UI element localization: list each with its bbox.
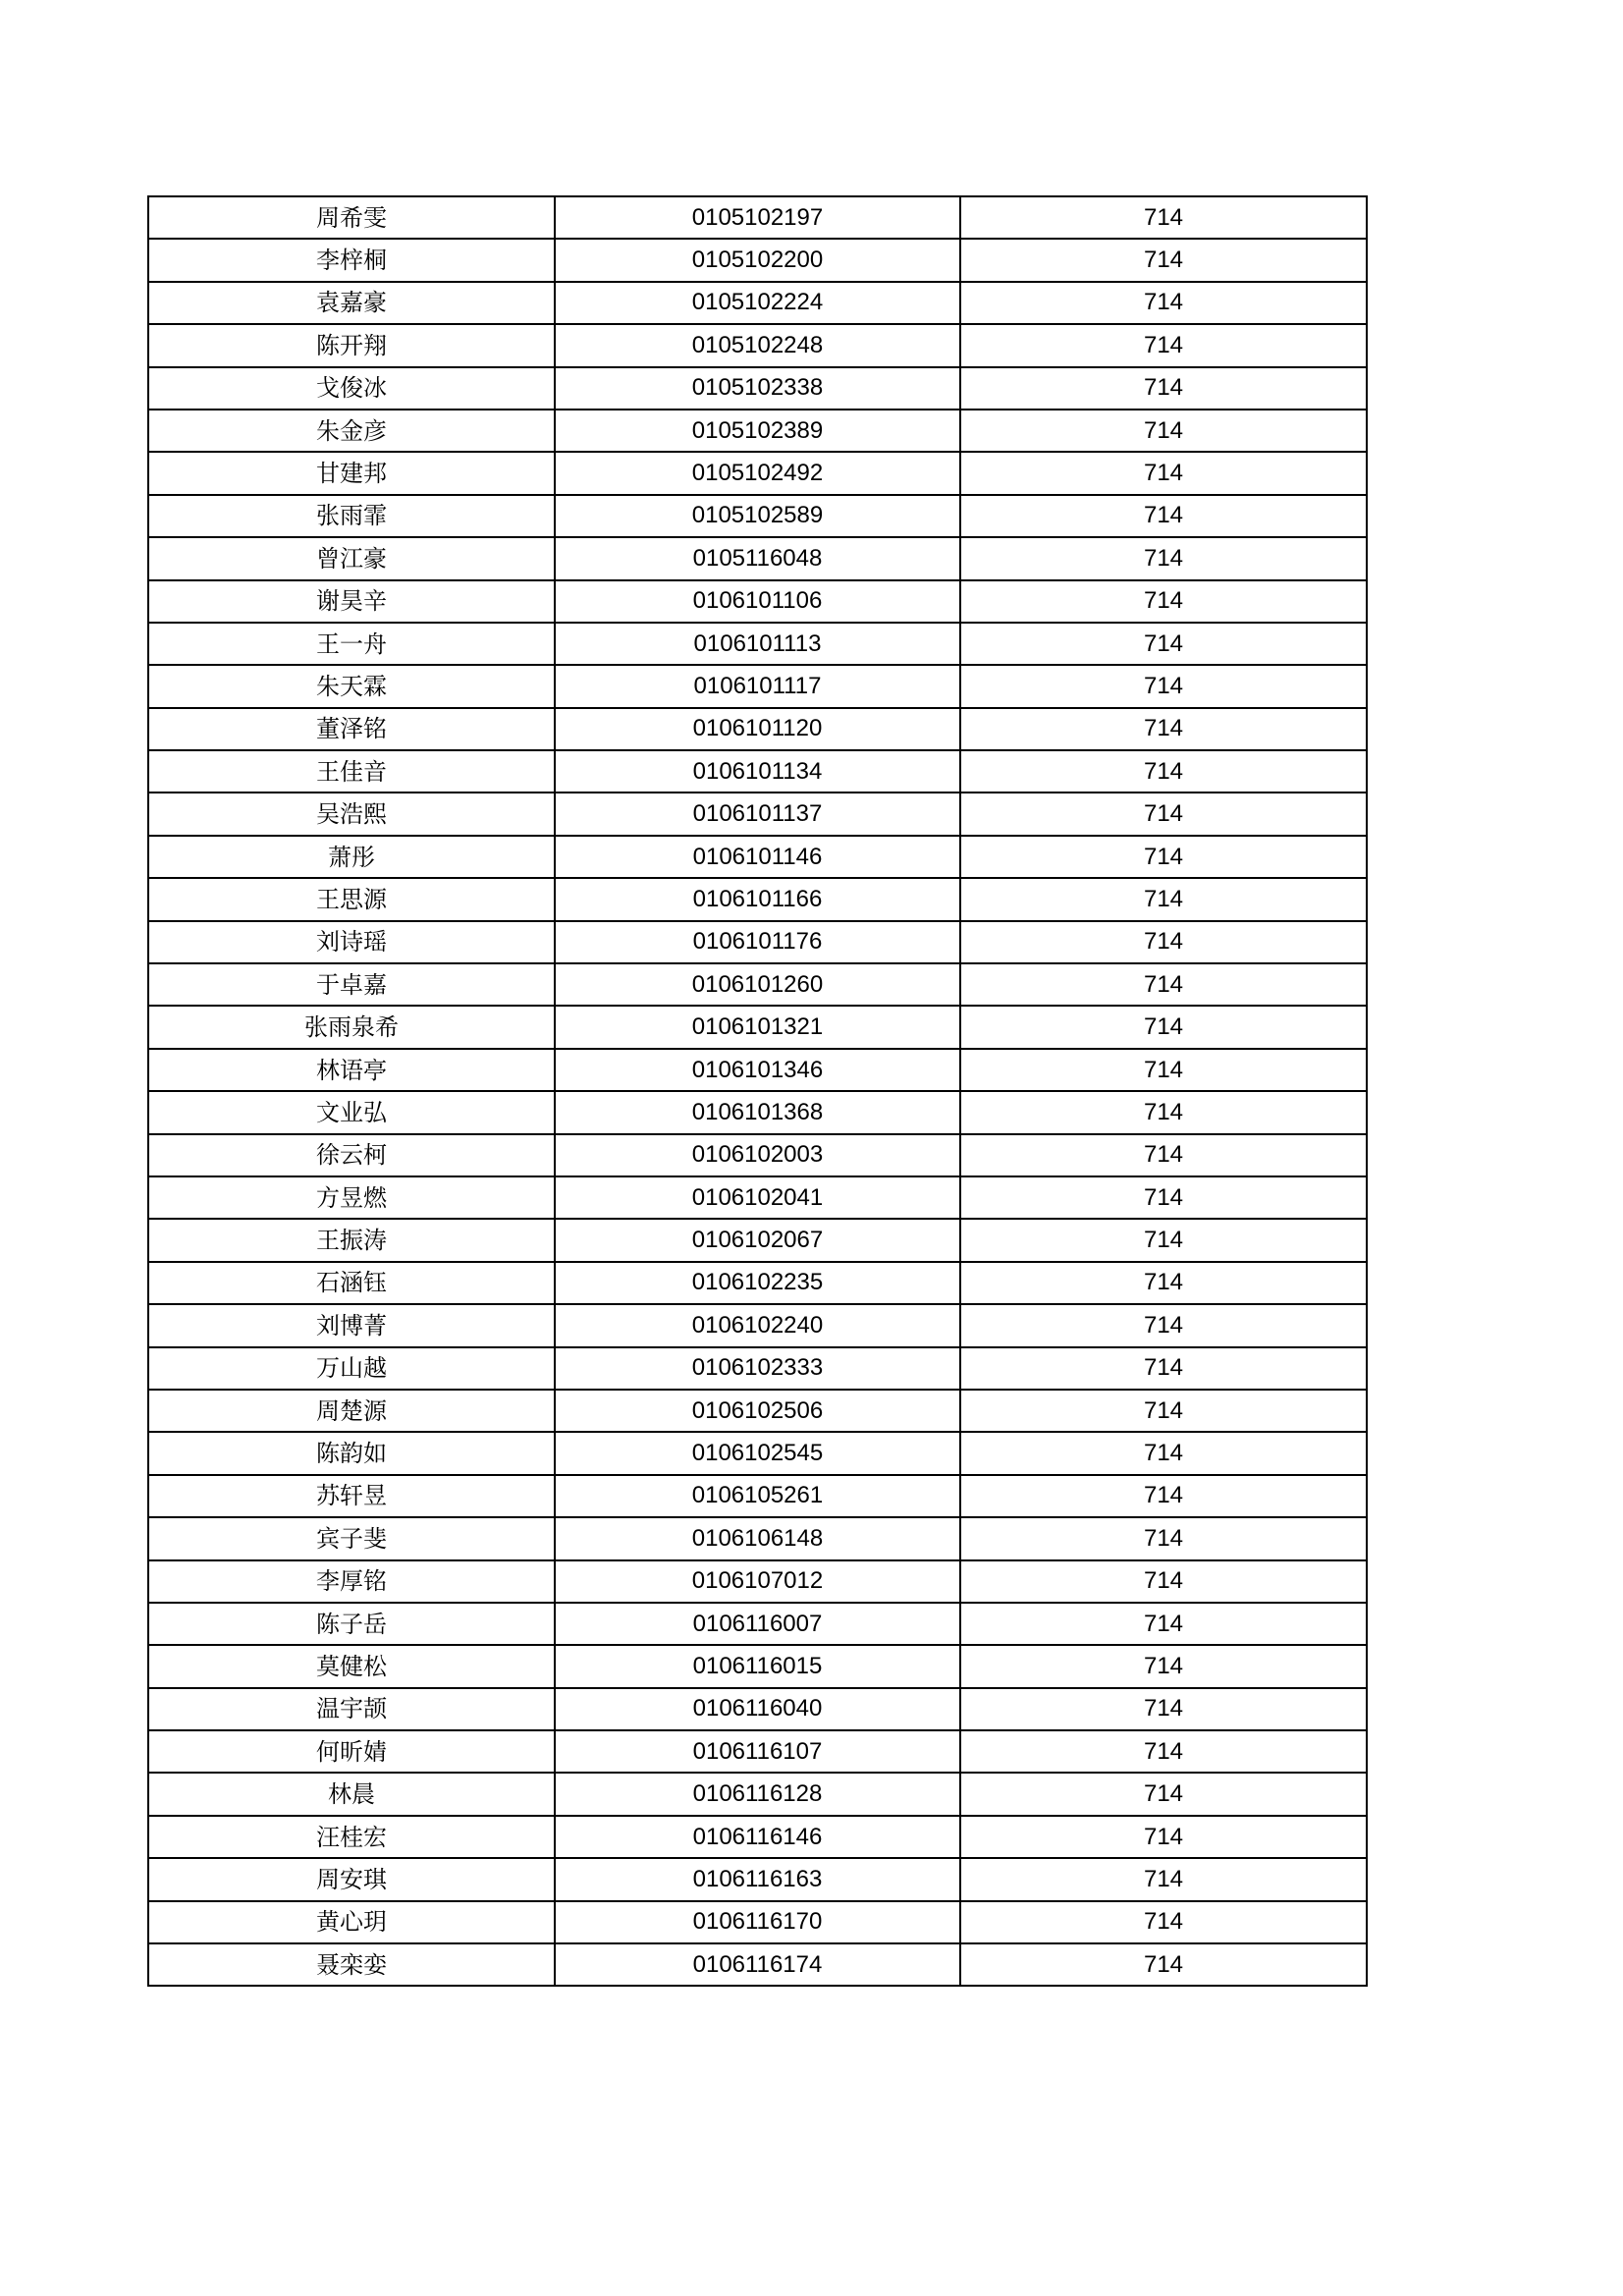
name-cell: 文业弘 <box>148 1091 555 1133</box>
name-cell: 王佳音 <box>148 750 555 793</box>
table-row <box>148 623 1367 665</box>
score-cell: 714 <box>960 1432 1367 1474</box>
id-cell: 0106102545 <box>555 1432 960 1474</box>
name-cell: 徐云柯 <box>148 1134 555 1176</box>
id-cell: 0106101260 <box>555 963 960 1006</box>
id-cell: 0105102197 <box>555 196 960 239</box>
name-cell: 聂栾娈 <box>148 1943 555 1986</box>
id-cell: 0106101134 <box>555 750 960 793</box>
table-row <box>148 239 1367 281</box>
id-cell: 0106116146 <box>555 1816 960 1858</box>
score-cell: 714 <box>960 282 1367 324</box>
score-cell: 714 <box>960 367 1367 410</box>
id-cell: 0106101113 <box>555 623 960 665</box>
name-cell: 袁嘉豪 <box>148 282 555 324</box>
name-cell: 李厚铭 <box>148 1560 555 1603</box>
table-row <box>148 1688 1367 1730</box>
table-row <box>148 1773 1367 1815</box>
score-cell: 714 <box>960 1901 1367 1943</box>
id-cell: 0106116128 <box>555 1773 960 1815</box>
id-cell: 0106101137 <box>555 793 960 835</box>
table-row <box>148 1901 1367 1943</box>
id-cell: 0106102235 <box>555 1262 960 1304</box>
name-cell: 刘诗瑶 <box>148 921 555 963</box>
score-cell: 714 <box>960 239 1367 281</box>
score-cell: 714 <box>960 1219 1367 1261</box>
table-row <box>148 324 1367 366</box>
table-row <box>148 1603 1367 1645</box>
score-cell: 714 <box>960 1475 1367 1517</box>
id-cell: 0106101368 <box>555 1091 960 1133</box>
id-cell: 0105116048 <box>555 537 960 579</box>
score-cell: 714 <box>960 750 1367 793</box>
table-row <box>148 750 1367 793</box>
name-cell: 曾江豪 <box>148 537 555 579</box>
score-cell: 714 <box>960 1517 1367 1559</box>
name-cell: 周楚源 <box>148 1390 555 1432</box>
table-row <box>148 282 1367 324</box>
score-cell: 714 <box>960 580 1367 623</box>
table-row <box>148 1049 1367 1091</box>
table-row <box>148 1347 1367 1390</box>
name-cell: 李梓桐 <box>148 239 555 281</box>
id-cell: 0105102338 <box>555 367 960 410</box>
id-cell: 0105102200 <box>555 239 960 281</box>
score-cell: 714 <box>960 1006 1367 1048</box>
name-cell: 莫健松 <box>148 1645 555 1687</box>
score-table-body <box>148 196 1367 1986</box>
score-cell: 714 <box>960 1858 1367 1900</box>
id-cell: 0106116107 <box>555 1730 960 1773</box>
id-cell: 0106101176 <box>555 921 960 963</box>
id-cell: 0106101321 <box>555 1006 960 1048</box>
score-cell: 714 <box>960 1304 1367 1346</box>
score-cell: 714 <box>960 1730 1367 1773</box>
table-row <box>148 537 1367 579</box>
score-cell: 714 <box>960 1176 1367 1219</box>
id-cell: 0106116015 <box>555 1645 960 1687</box>
score-cell: 714 <box>960 1560 1367 1603</box>
id-cell: 0105102389 <box>555 410 960 452</box>
name-cell: 朱天霖 <box>148 665 555 707</box>
name-cell: 谢昊辛 <box>148 580 555 623</box>
name-cell: 王振涛 <box>148 1219 555 1261</box>
score-cell: 714 <box>960 452 1367 494</box>
id-cell: 0106116007 <box>555 1603 960 1645</box>
id-cell: 0106102067 <box>555 1219 960 1261</box>
id-cell: 0106116040 <box>555 1688 960 1730</box>
table-row <box>148 665 1367 707</box>
id-cell: 0106116170 <box>555 1901 960 1943</box>
table-row <box>148 1560 1367 1603</box>
name-cell: 陈子岳 <box>148 1603 555 1645</box>
name-cell: 周安琪 <box>148 1858 555 1900</box>
name-cell: 萧彤 <box>148 836 555 878</box>
table-row <box>148 495 1367 537</box>
table-row <box>148 1475 1367 1517</box>
score-cell: 714 <box>960 623 1367 665</box>
name-cell: 周希雯 <box>148 196 555 239</box>
table-row <box>148 1262 1367 1304</box>
name-cell: 陈韵如 <box>148 1432 555 1474</box>
table-row <box>148 1517 1367 1559</box>
id-cell: 0106102003 <box>555 1134 960 1176</box>
name-cell: 于卓嘉 <box>148 963 555 1006</box>
id-cell: 0106101166 <box>555 878 960 920</box>
table-row <box>148 1858 1367 1900</box>
name-cell: 汪桂宏 <box>148 1816 555 1858</box>
score-cell: 714 <box>960 708 1367 750</box>
name-cell: 苏轩昱 <box>148 1475 555 1517</box>
score-cell: 714 <box>960 1688 1367 1730</box>
score-cell: 714 <box>960 1390 1367 1432</box>
name-cell: 宾子斐 <box>148 1517 555 1559</box>
score-cell: 714 <box>960 1134 1367 1176</box>
score-cell: 714 <box>960 665 1367 707</box>
name-cell: 王一舟 <box>148 623 555 665</box>
score-cell: 714 <box>960 878 1367 920</box>
id-cell: 0106116174 <box>555 1943 960 1986</box>
id-cell: 0106106148 <box>555 1517 960 1559</box>
table-row <box>148 1432 1367 1474</box>
table-row <box>148 410 1367 452</box>
id-cell: 0106102333 <box>555 1347 960 1390</box>
score-cell: 714 <box>960 1262 1367 1304</box>
name-cell: 甘建邦 <box>148 452 555 494</box>
name-cell: 石涵钰 <box>148 1262 555 1304</box>
score-cell: 714 <box>960 1049 1367 1091</box>
score-cell: 714 <box>960 1603 1367 1645</box>
table-row <box>148 878 1367 920</box>
table-row <box>148 1176 1367 1219</box>
table-row <box>148 1091 1367 1133</box>
table-row <box>148 1645 1367 1687</box>
table-row <box>148 1134 1367 1176</box>
score-table <box>147 195 1368 1987</box>
score-cell: 714 <box>960 537 1367 579</box>
name-cell: 朱金彦 <box>148 410 555 452</box>
id-cell: 0106101117 <box>555 665 960 707</box>
table-row <box>148 452 1367 494</box>
name-cell: 黄心玥 <box>148 1901 555 1943</box>
table-row <box>148 793 1367 835</box>
id-cell: 0106101346 <box>555 1049 960 1091</box>
table-row <box>148 1006 1367 1048</box>
table-row <box>148 1219 1367 1261</box>
name-cell: 温宇颉 <box>148 1688 555 1730</box>
id-cell: 0105102492 <box>555 452 960 494</box>
name-cell: 林晨 <box>148 1773 555 1815</box>
score-cell: 714 <box>960 1943 1367 1986</box>
score-cell: 714 <box>960 196 1367 239</box>
score-cell: 714 <box>960 495 1367 537</box>
score-cell: 714 <box>960 1645 1367 1687</box>
name-cell: 戈俊冰 <box>148 367 555 410</box>
score-cell: 714 <box>960 410 1367 452</box>
id-cell: 0106116163 <box>555 1858 960 1900</box>
name-cell: 张雨霏 <box>148 495 555 537</box>
table-row <box>148 708 1367 750</box>
name-cell: 董泽铭 <box>148 708 555 750</box>
score-cell: 714 <box>960 1347 1367 1390</box>
id-cell: 0106101120 <box>555 708 960 750</box>
table-row <box>148 921 1367 963</box>
id-cell: 0106102506 <box>555 1390 960 1432</box>
id-cell: 0105102248 <box>555 324 960 366</box>
table-row <box>148 963 1367 1006</box>
id-cell: 0105102224 <box>555 282 960 324</box>
name-cell: 方昱燃 <box>148 1176 555 1219</box>
name-cell: 刘博菁 <box>148 1304 555 1346</box>
id-cell: 0106101106 <box>555 580 960 623</box>
id-cell: 0105102589 <box>555 495 960 537</box>
table-row <box>148 1816 1367 1858</box>
id-cell: 0106107012 <box>555 1560 960 1603</box>
name-cell: 林语亭 <box>148 1049 555 1091</box>
name-cell: 何昕婧 <box>148 1730 555 1773</box>
name-cell: 吴浩熙 <box>148 793 555 835</box>
name-cell: 王思源 <box>148 878 555 920</box>
table-row <box>148 580 1367 623</box>
score-cell: 714 <box>960 921 1367 963</box>
name-cell: 张雨泉希 <box>148 1006 555 1048</box>
table-row <box>148 1730 1367 1773</box>
table-row <box>148 1304 1367 1346</box>
score-cell: 714 <box>960 1773 1367 1815</box>
score-cell: 714 <box>960 324 1367 366</box>
table-row <box>148 1943 1367 1986</box>
table-row <box>148 1390 1367 1432</box>
score-cell: 714 <box>960 1091 1367 1133</box>
id-cell: 0106102041 <box>555 1176 960 1219</box>
score-cell: 714 <box>960 836 1367 878</box>
score-cell: 714 <box>960 1816 1367 1858</box>
score-cell: 714 <box>960 793 1367 835</box>
id-cell: 0106102240 <box>555 1304 960 1346</box>
id-cell: 0106101146 <box>555 836 960 878</box>
table-row <box>148 367 1367 410</box>
name-cell: 陈开翔 <box>148 324 555 366</box>
table-row <box>148 196 1367 239</box>
score-cell: 714 <box>960 963 1367 1006</box>
table-row <box>148 836 1367 878</box>
name-cell: 万山越 <box>148 1347 555 1390</box>
id-cell: 0106105261 <box>555 1475 960 1517</box>
